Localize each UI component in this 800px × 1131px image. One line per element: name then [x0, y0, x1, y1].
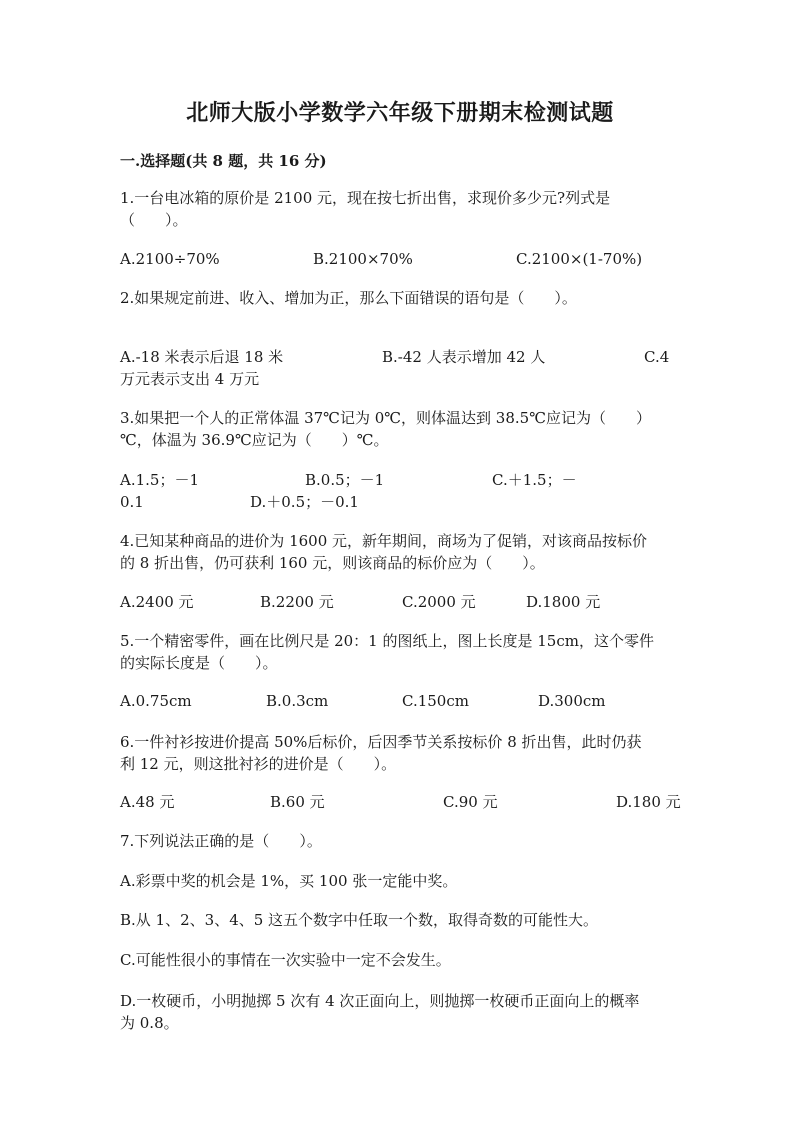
- question-3-option-c-continued: 0.1: [120, 493, 144, 511]
- question-3-option-b: B.0.5；－1: [305, 471, 385, 489]
- question-4-option-c: C.2000 元: [402, 593, 476, 611]
- question-3-option-c: C.＋1.5；－: [492, 471, 577, 489]
- question-3-option-a: A.1.5；－1: [120, 471, 199, 489]
- question-5-line-1: 5.一个精密零件，画在比例尺是 20：1 的图纸上，图上长度是 15cm，这个零件: [120, 632, 654, 650]
- question-3-line-2: ℃，体温为 36.9℃应记为（ ）℃。: [120, 431, 389, 449]
- question-6-option-b: B.60 元: [270, 793, 325, 811]
- question-7-option-d: D.一枚硬币，小明抛掷 5 次有 4 次正面向上，则抛掷一枚硬币正面向上的概率: [120, 992, 640, 1010]
- question-3-option-d: D.＋0.5；－0.1: [250, 493, 359, 511]
- section-heading: 一.选择题(共 8 题，共 16 分): [120, 152, 327, 170]
- question-4-line-1: 4.已知某种商品的进价为 1600 元，新年期间，商场为了促销，对该商品按标价: [120, 532, 648, 550]
- question-5-line-2: 的实际长度是（ ）。: [120, 654, 278, 672]
- question-6-line-2: 利 12 元，则这批衬衫的进价是（ ）。: [120, 755, 397, 773]
- question-3-line-1: 3.如果把一个人的正常体温 37℃记为 0℃，则体温达到 38.5℃应记为（ ）: [120, 409, 651, 427]
- question-6-option-c: C.90 元: [443, 793, 498, 811]
- question-2-option-b: B.-42 人表示增加 42 人: [382, 348, 546, 366]
- question-1-option-a: A.2100÷70%: [120, 250, 220, 268]
- page-title: 北师大版小学数学六年级下册期末检测试题: [186, 100, 614, 126]
- question-6-option-d: D.180 元: [616, 793, 681, 811]
- question-5-option-c: C.150cm: [402, 692, 469, 710]
- question-7-line-1: 7.下列说法正确的是（ ）。: [120, 832, 322, 850]
- question-1-option-b: B.2100×70%: [313, 250, 413, 268]
- question-2-option-a: A.-18 米表示后退 18 米: [120, 348, 284, 366]
- question-2-line-1: 2.如果规定前进、收入、增加为正，那么下面错误的语句是（ ）。: [120, 289, 577, 307]
- question-5-option-d: D.300cm: [538, 692, 606, 710]
- question-2-option-c-continued: 万元表示支出 4 万元: [120, 370, 260, 388]
- question-4-line-2: 的 8 折出售，仍可获利 160 元，则该商品的标价应为（ ）。: [120, 554, 545, 572]
- question-7-option-c: C.可能性很小的事情在一次实验中一定不会发生。: [120, 951, 451, 969]
- question-5-option-a: A.0.75cm: [120, 692, 192, 710]
- question-6-line-1: 6.一件衬衫按进价提高 50%后标价，后因季节关系按标价 8 折出售，此时仍获: [120, 733, 642, 751]
- question-5-option-b: B.0.3cm: [266, 692, 329, 710]
- question-4-option-a: A.2400 元: [120, 593, 194, 611]
- question-1-line-1: 1.一台电冰箱的原价是 2100 元，现在按七折出售，求现价多少元?列式是: [120, 189, 611, 207]
- question-1-option-c: C.2100×(1-70%): [516, 250, 643, 268]
- question-6-option-a: A.48 元: [120, 793, 175, 811]
- question-1-line-2: （ ）。: [120, 211, 188, 229]
- question-7-option-d-continued: 为 0.8。: [120, 1014, 179, 1032]
- question-2-option-c: C.4: [644, 348, 670, 366]
- question-4-option-b: B.2200 元: [260, 593, 334, 611]
- question-4-option-d: D.1800 元: [526, 593, 601, 611]
- question-7-option-a: A.彩票中奖的机会是 1%，买 100 张一定能中奖。: [120, 872, 458, 890]
- question-7-option-b: B.从 1、2、3、4、5 这五个数字中任取一个数，取得奇数的可能性大。: [120, 911, 599, 929]
